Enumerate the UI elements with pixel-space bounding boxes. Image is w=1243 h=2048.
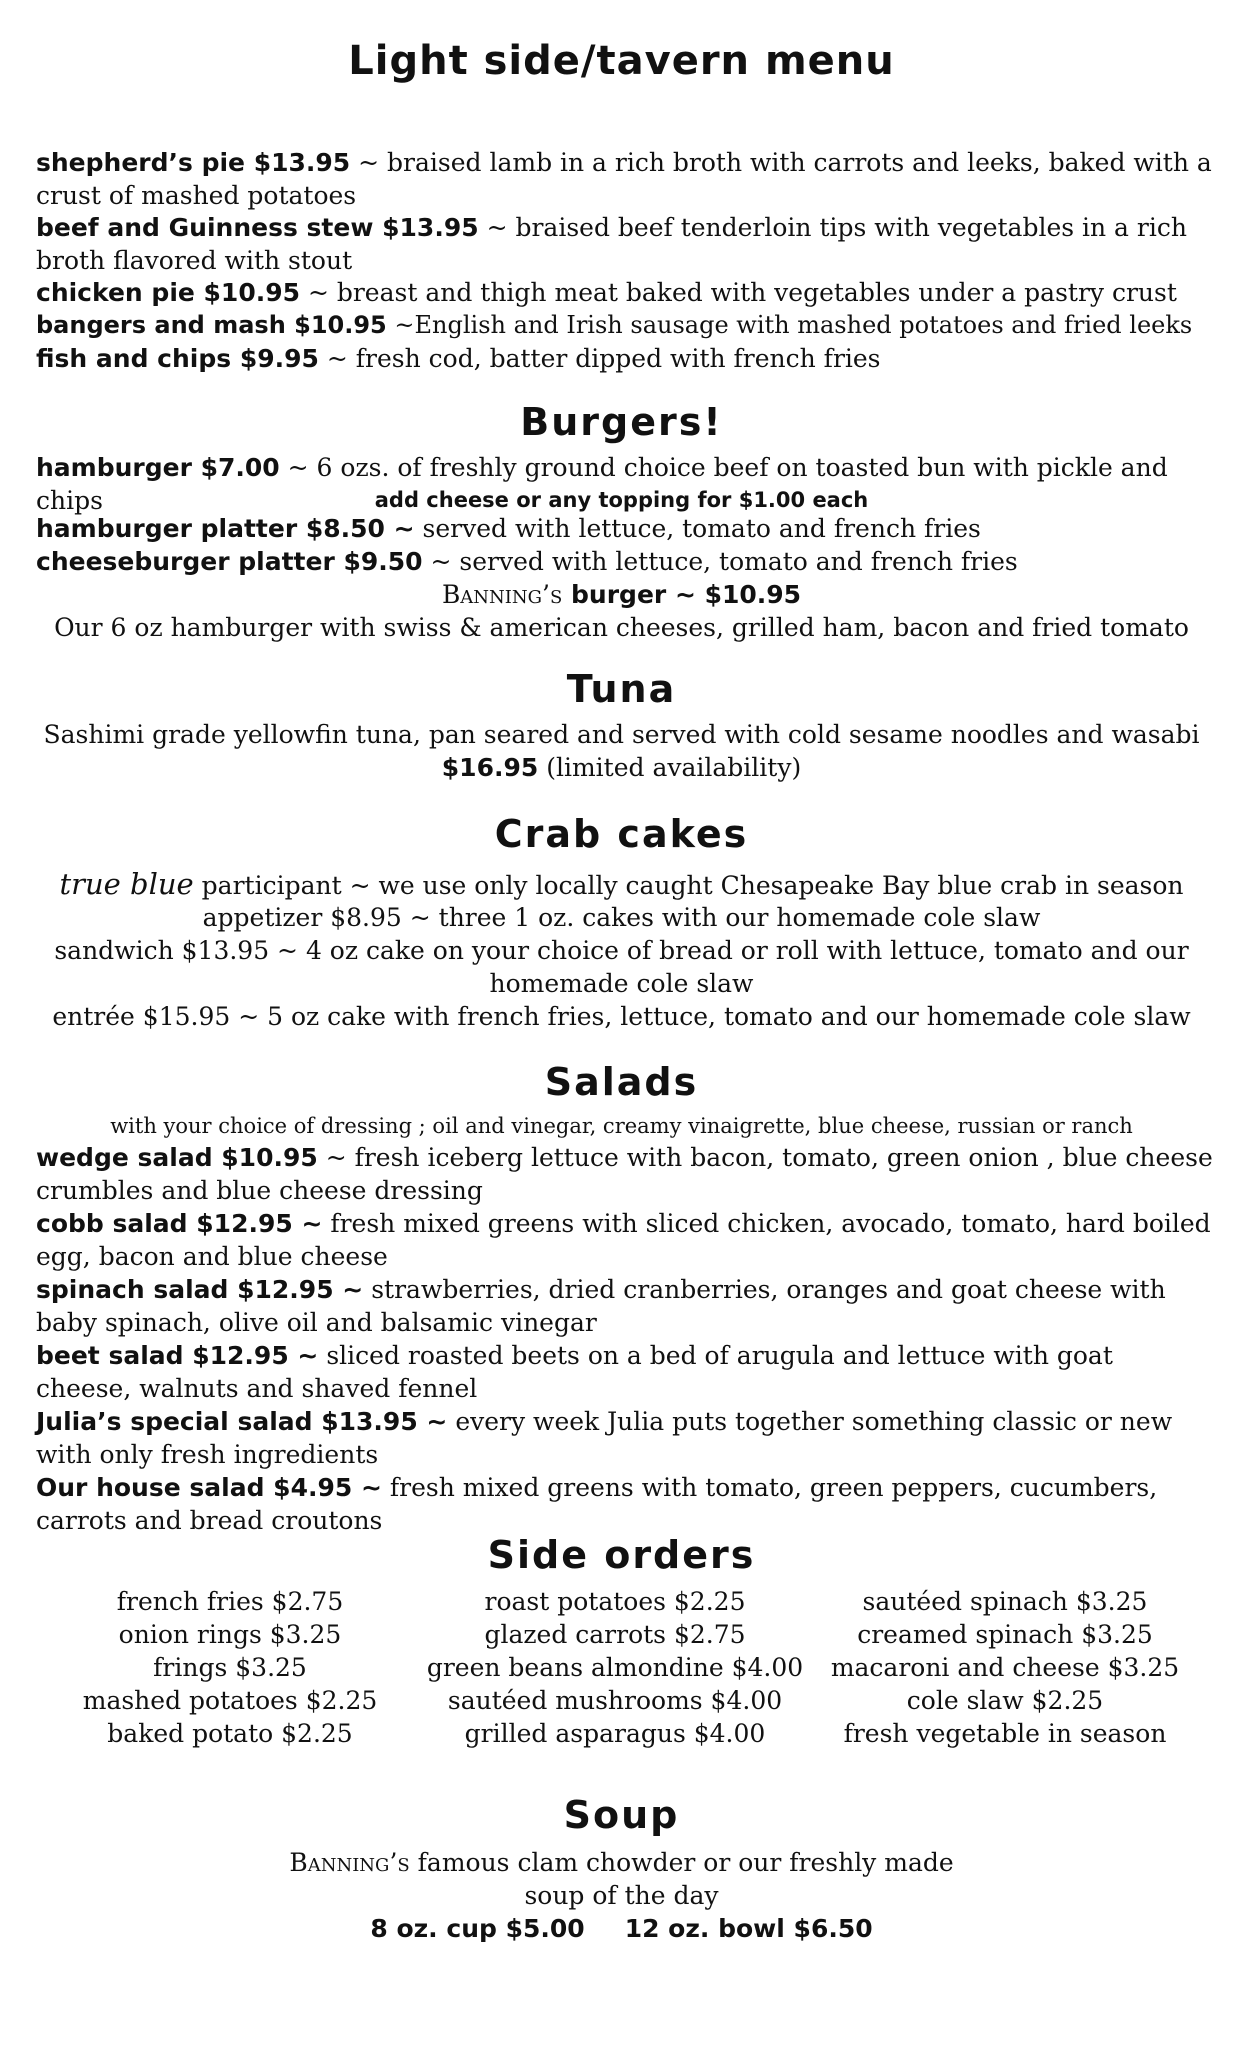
item-name: wedge salad $10.95 [36, 1143, 318, 1172]
side-item: macaroni and cheese $3.25 [830, 1653, 1180, 1682]
tuna-heading: Tuna [566, 667, 677, 711]
burger-item-platter [36, 512, 1216, 545]
crab-intro-text: participant ~ we use only locally caught Chesapeake Bay blue crab in season [193, 871, 1184, 900]
tavern-item-bangers-and-mash [36, 309, 1216, 342]
item-desc: ~ fresh iceberg lettuce with bacon, tomato, green onion , blue cheese crumbles and blue cheese dressing [36, 1143, 1213, 1205]
item-desc: ~ 6 ozs. of freshly ground choice beef on toasted bun with pickle and chips [36, 453, 1168, 515]
side-item: creamed spinach $3.25 [857, 1620, 1153, 1649]
item-name: hamburger $7.00 [36, 453, 280, 482]
item-name: shepherd’s pie $13.95 [36, 148, 351, 177]
salads-heading: Salads [544, 1060, 699, 1104]
side-orders-heading: Side orders [487, 1533, 756, 1577]
item-name: beef and Guinness stew $13.95 [36, 213, 479, 242]
sides-column-2 [420, 1585, 810, 1750]
sides-column-1 [40, 1585, 420, 1750]
side-item: cole slaw $2.25 [906, 1686, 1104, 1715]
item-desc: ~ breast and thigh meat baked with vegetables under a pastry crust [300, 278, 1177, 307]
burger-addon-note: add cheese or any topping for $1.00 each [374, 488, 869, 512]
sides-column-3 [810, 1585, 1200, 1750]
tavern-item-beef-stew [36, 211, 1216, 277]
item-name: cheeseburger platter $9.50 [36, 547, 423, 576]
crab-intro [0, 868, 1243, 902]
side-item: green beans almondine $4.00 [426, 1653, 804, 1682]
soup-line1 [0, 1846, 1243, 1879]
item-name: hamburger platter $8.50 ~ [36, 514, 415, 543]
salad-item-spinach [36, 1273, 1216, 1339]
item-desc: every week Julia puts together something classic or new with only fresh ingredients [36, 1407, 1173, 1469]
item-desc: sliced roasted beets on a bed of arugula and lettuce with goat cheese, walnuts and shaved fennel [36, 1341, 1113, 1403]
side-item: glazed carrots $2.75 [484, 1620, 746, 1649]
true-blue-brand: true blue [59, 867, 194, 901]
item-desc: ~ braised beef tenderloin tips with vegetables in a rich broth flavored with stout [36, 213, 1187, 275]
tuna-note: (limited availability) [538, 753, 802, 782]
item-desc: strawberries, dried cranberries, oranges and goat cheese with baby spinach, olive oil and balsamic vinegar [36, 1275, 1166, 1337]
burger-bannings-desc: Our 6 oz hamburger with swiss & american cheeses, grilled ham, bacon and fried tomato [54, 613, 1189, 642]
tavern-item-chicken-pie [36, 276, 1216, 309]
side-item: frings $3.25 [153, 1653, 307, 1682]
crab-sandwich-line1: sandwich $13.95 ~ 4 oz cake on your choice of bread or roll with lettuce, tomato and our [54, 936, 1189, 965]
soup-heading: Soup [563, 1793, 680, 1837]
salad-item-cobb [36, 1207, 1216, 1273]
item-name: chicken pie $10.95 [36, 278, 301, 307]
side-item: french fries $2.75 [116, 1587, 344, 1616]
soup-desc: famous clam chowder or our freshly made [409, 1848, 954, 1877]
soup-line2: soup of the day [524, 1881, 719, 1910]
salads-dressing-note: with your choice of dressing ; oil and vinegar, creamy vinaigrette, blue cheese, russian or ranch [110, 1114, 1133, 1138]
burgers-heading: Burgers! [520, 400, 723, 444]
item-name: fish and chips $9.95 [36, 344, 319, 373]
soup-cup-price: 8 oz. cup $5.00 [370, 1914, 585, 1943]
salad-item-house [36, 1471, 1216, 1537]
item-desc: ~ served with lettuce, tomato and french fries [422, 547, 1018, 576]
item-desc: fresh mixed greens with sliced chicken, avocado, tomato, hard boiled egg, bacon and blue cheese [36, 1209, 1211, 1271]
salad-item-julias-special [36, 1405, 1216, 1471]
item-name: burger ~ $10.95 [562, 580, 802, 609]
crab-cakes-heading: Crab cakes [494, 812, 749, 856]
soup-bowl-price: 12 oz. bowl $6.50 [624, 1914, 873, 1943]
soup-prices [0, 1912, 1243, 1945]
item-name: Julia’s special salad $13.95 ~ [36, 1407, 448, 1436]
side-item: sautéed spinach $3.25 [862, 1587, 1148, 1616]
item-desc: ~ fresh cod, batter dipped with french fries [318, 344, 881, 373]
tavern-item-fish-and-chips [36, 342, 1216, 375]
crab-sandwich-line2: homemade cole slaw [489, 969, 754, 998]
item-desc: fresh mixed greens with tomato, green peppers, cucumbers, carrots and bread croutons [36, 1473, 1158, 1535]
side-item: mashed potatoes $2.25 [82, 1686, 378, 1715]
brand-name: Banning’s [441, 580, 563, 609]
side-item: baked potato $2.25 [107, 1719, 353, 1748]
burger-item-cheeseburger-platter [36, 545, 1216, 578]
menu-title: Light side/tavern menu [348, 38, 895, 84]
item-name: cobb salad $12.95 ~ [36, 1209, 323, 1238]
item-desc: ~English and Irish sausage with mashed potatoes and fried leeks [386, 311, 1193, 339]
side-item: sautéed mushrooms $4.00 [447, 1686, 783, 1715]
burger-item-bannings [0, 578, 1243, 611]
item-desc: ~ braised lamb in a rich broth with carrots and leeks, baked with a crust of mashed potatoes [36, 148, 1212, 210]
side-item: grilled asparagus $4.00 [464, 1719, 766, 1748]
side-item: roast potatoes $2.25 [484, 1587, 746, 1616]
tuna-price-line [0, 751, 1243, 784]
item-desc: served with lettuce, tomato and french fries [414, 514, 981, 543]
item-name: bangers and mash $10.95 [36, 311, 387, 339]
item-name: beet salad $12.95 ~ [36, 1341, 319, 1370]
tuna-price: $16.95 [441, 753, 539, 782]
tavern-item-shepherds-pie [36, 146, 1216, 212]
crab-appetizer: appetizer $8.95 ~ three 1 oz. cakes with our homemade cole slaw [202, 903, 1041, 932]
item-name: spinach salad $12.95 ~ [36, 1275, 364, 1304]
salad-item-wedge [36, 1141, 1216, 1207]
side-item: fresh vegetable in season [843, 1719, 1167, 1748]
item-name: Our house salad $4.95 ~ [36, 1473, 382, 1502]
brand-name: Banning’s [289, 1848, 410, 1877]
tuna-desc: Sashimi grade yellowfin tuna, pan seared and served with cold sesame noodles and wasabi [43, 720, 1200, 749]
side-item: onion rings $3.25 [118, 1620, 342, 1649]
crab-entree: entrée $15.95 ~ 5 oz cake with french fries, lettuce, tomato and our homemade cole slaw [52, 1002, 1191, 1031]
salad-item-beet [36, 1339, 1216, 1405]
